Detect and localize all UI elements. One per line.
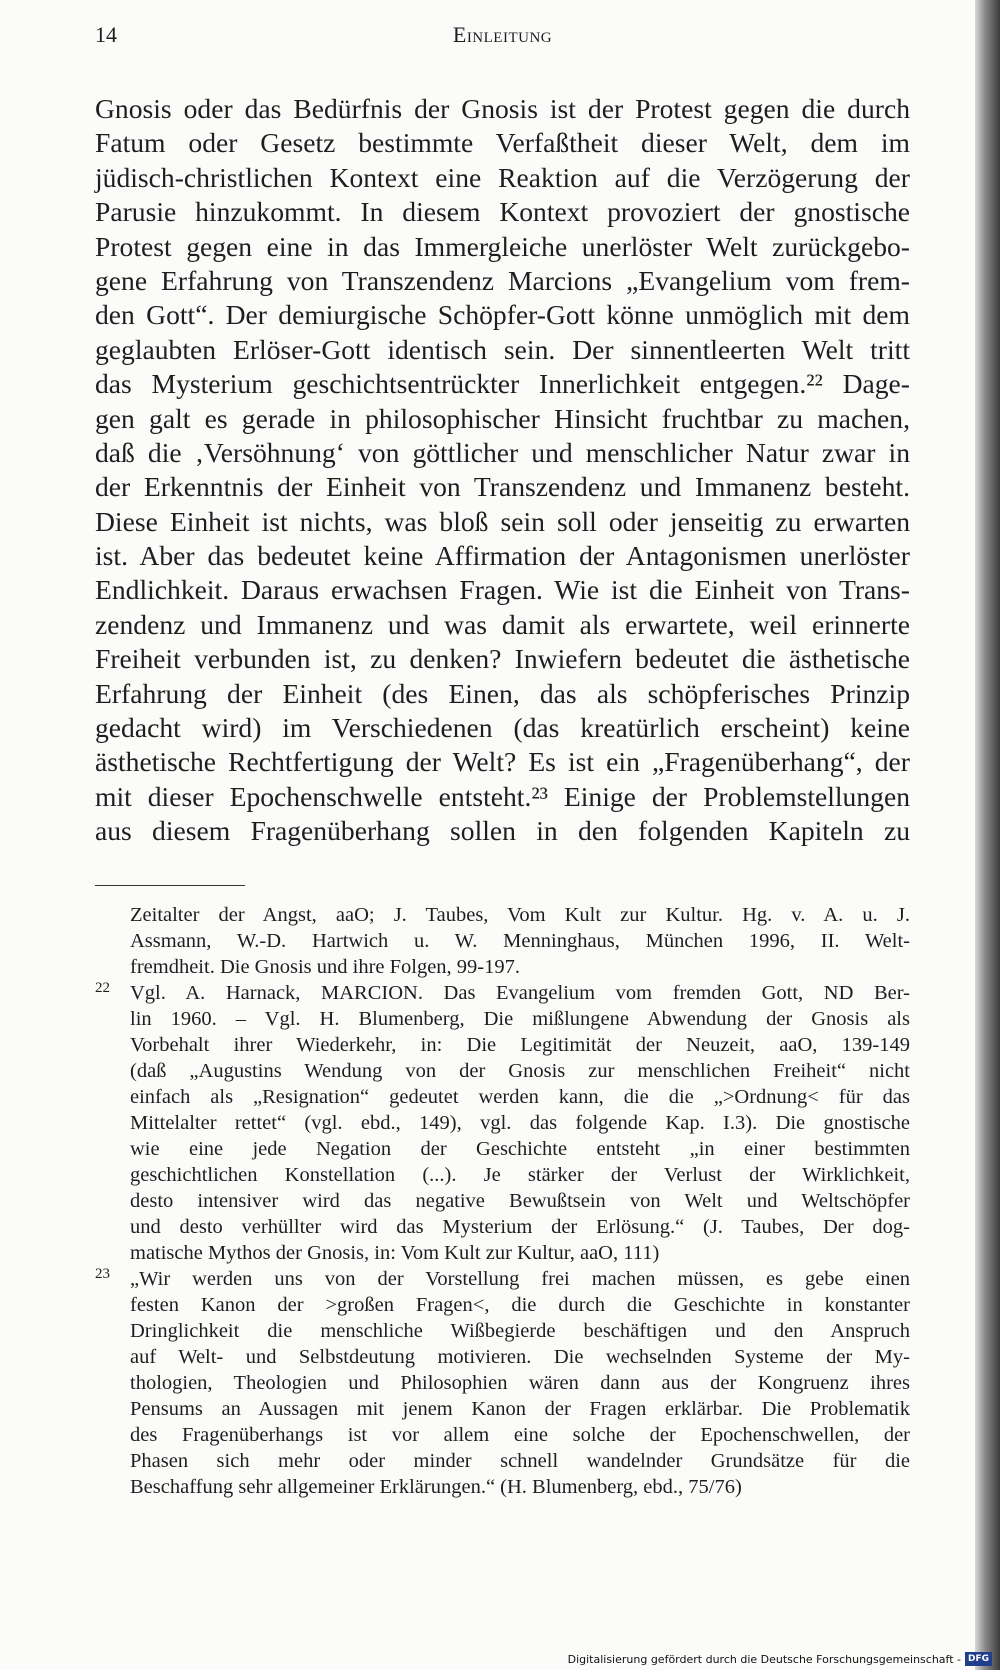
body-line: Protest gegen eine in das Immergleiche unerlöster Welt zurückgebo- (95, 230, 910, 262)
dfg-logo: DFG (965, 1652, 992, 1666)
body-line: gen galt es gerade in philosophischer Hinsicht fruchtbar zu machen, (95, 402, 910, 434)
footnote-line: festen Kanon der >großen Fragen<, die durch die Geschichte in konstanter (130, 1294, 910, 1316)
footnote (95, 1266, 910, 1500)
digitization-credit (568, 1649, 992, 1669)
body-text (95, 92, 910, 849)
page-edge-shadow (975, 0, 1000, 1670)
footnote-line: Phasen sich mehr oder minder schnell wandelnder Grundsätze für die (130, 1450, 910, 1472)
body-line: gedacht wird) im Verschiedenen (das kreatürlich erscheint) keine (95, 712, 910, 744)
footnote-line: desto intensiver wird das negative Bewußtsein von Welt und Weltschöpfer (130, 1190, 910, 1212)
body-line: gene Erfahrung von Transzendenz Marcions „Evangelium vom frem- (95, 264, 910, 296)
body-line: ästhetische Rechtfertigung der Welt? Es ist ein „Fragenüberhang“, der (95, 746, 910, 778)
footnote (95, 902, 910, 980)
footnotes (95, 902, 910, 1500)
footnote-line: matische Mythos der Gnosis, in: Vom Kult zur Kultur, aaO, 111) (130, 1242, 660, 1264)
body-line: Gnosis oder das Bedürfnis der Gnosis ist der Protest gegen die durch (95, 93, 910, 124)
footnote-line: Mittelalter rettet“ (vgl. ebd., 149), vgl. das folgende Kap. I.3). Die gnostische (130, 1112, 910, 1134)
body-line: jüdisch-christlichen Kontext eine Reaktion auf die Verzögerung der (95, 161, 910, 193)
body-line: daß die ‚Versöhnung‘ von göttlicher und menschlicher Natur zwar in (95, 436, 910, 468)
footnote-line: Vgl. A. Harnack, MARCION. Das Evangelium vom fremden Gott, ND Ber- (130, 982, 910, 1004)
footnote-line: einfach als „Resignation“ gedeutet werden kann, die die „>Ordnung< für das (130, 1086, 910, 1108)
footnote-line: wie eine jede Negation der Geschichte entsteht „in einer bestimmten (130, 1138, 910, 1160)
body-line: der Erkenntnis der Einheit von Transzendenz und Immanenz besteht. (95, 471, 910, 503)
footnote-line: Dringlichkeit die menschliche Wißbegierde beschäftigen und den Anspruch (130, 1320, 910, 1342)
body-line: Fatum oder Gesetz bestimmte Verfaßtheit dieser Welt, dem im (95, 127, 910, 159)
footnote-line: lin 1960. – Vgl. H. Blumenberg, Die mißlungene Abwendung der Gnosis als (130, 1008, 910, 1030)
footnote-line: thologien, Theologien und Philosophien wären dann aus der Kongruenz ihres (130, 1372, 910, 1394)
footnote-line: Zeitalter der Angst, aaO; J. Taubes, Vom Kult zur Kultur. Hg. v. A. u. J. (130, 904, 910, 926)
footnote-number: 23 (95, 1266, 110, 1282)
running-title: Einleitung (452, 22, 553, 47)
body-line: den Gott“. Der demiurgische Schöpfer-Gott könne unmöglich mit dem (95, 299, 910, 331)
body-line: das Mysterium geschichtsentrückter Innerlichkeit entgegen.²² Dage- (95, 368, 910, 400)
footnote-line: fremdheit. Die Gnosis und ihre Folgen, 99-197. (130, 956, 521, 978)
footnote-line: des Fragenüberhangs ist vor allem eine solche der Epochenschwellen, der (130, 1424, 910, 1446)
footnote-line: Assmann, W.-D. Hartwich u. W. Menninghaus, München 1996, II. Welt- (130, 930, 910, 952)
page-number: 14 (95, 22, 117, 47)
footnote-line: auf Welt- und Selbstdeutung motivieren. Die wechselnden Systeme der My- (130, 1346, 910, 1368)
footnote-separator (95, 885, 245, 886)
body-line: Erfahrung der Einheit (des Einen, das als schöpferisches Prinzip (95, 677, 910, 709)
footnote-line: und desto verhüllter wird das Mysterium der Erlösung.“ (J. Taubes, Der dog- (130, 1216, 910, 1238)
body-line: Diese Einheit ist nichts, was bloß sein soll oder jenseitig zu erwarten (95, 505, 910, 537)
footnote-line: „Wir werden uns von der Vorstellung frei machen müssen, es gebe einen (130, 1268, 910, 1290)
footnote-line: Pensums an Aussagen mit jenem Kanon der Fragen erklärbar. Die Problematik (130, 1398, 910, 1420)
body-line: Parusie hinzukommt. In diesem Kontext provoziert der gnostische (95, 196, 910, 228)
footnote-line: geschichtlichen Konstellation (...). Je stärker der Verlust der Wirklichkeit, (130, 1164, 910, 1186)
body-line: zendenz und Immanenz und was damit als erwartete, weil erinnerte (95, 608, 910, 640)
credit-text: Digitalisierung gefördert durch die Deutsche Forschungsgemeinschaft - (567, 1652, 961, 1666)
running-header (95, 22, 910, 58)
footnote-line: Vorbehalt ihrer Wiederkehr, in: Die Legitimität der Neuzeit, aaO, 139-149 (130, 1034, 910, 1056)
body-line: mit dieser Epochenschwelle entsteht.²³ Einige der Problemstellungen (95, 780, 910, 812)
footnote (95, 980, 910, 1266)
body-line: ist. Aber das bedeutet keine Affirmation der Antagonismen unerlöster (95, 540, 910, 572)
footnote-line: Beschaffung sehr allgemeiner Erklärungen.“ (H. Blumenberg, ebd., 75/76) (130, 1476, 742, 1498)
footnote-line: (daß „Augustins Wendung von der Gnosis zur menschlichen Freiheit“ nicht (130, 1060, 910, 1082)
body-line: geglaubten Erlöser-Gott identisch sein. Der sinnentleerten Welt tritt (95, 333, 910, 365)
body-line: Endlichkeit. Daraus erwachsen Fragen. Wie ist die Einheit von Trans- (95, 574, 910, 606)
body-line: aus diesem Fragenüberhang sollen in den folgenden Kapiteln zu (95, 815, 910, 847)
body-line: Freiheit verbunden ist, zu denken? Inwiefern bedeutet die ästhetische (95, 643, 910, 675)
footnote-number: 22 (95, 980, 110, 996)
